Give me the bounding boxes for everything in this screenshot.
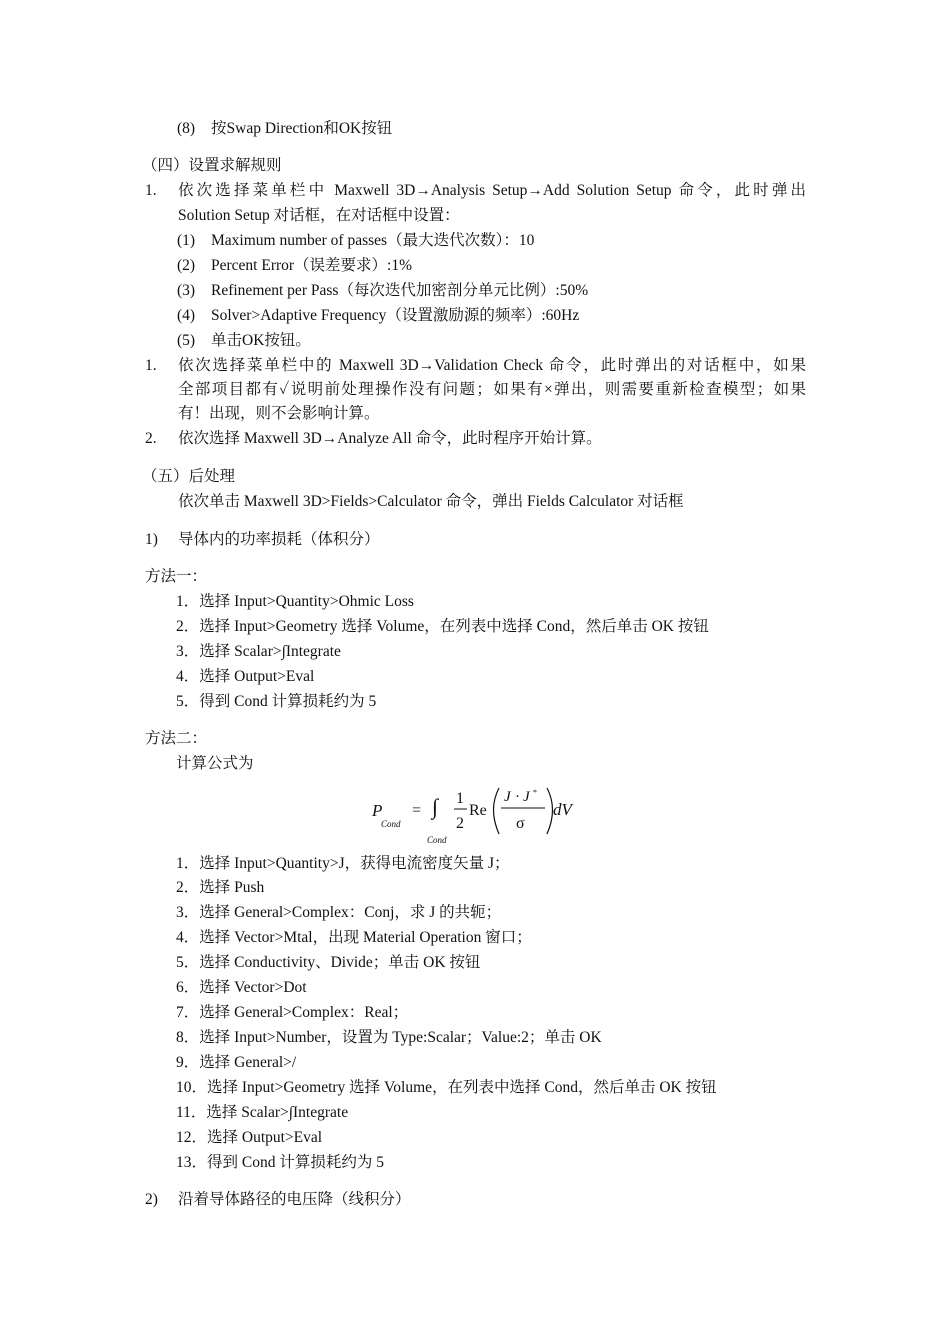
formula-left-paren xyxy=(494,788,500,834)
sub-number: (3) xyxy=(177,282,196,299)
list-number: 1. xyxy=(145,182,157,199)
formula-equals: = xyxy=(412,802,422,819)
method-step: 11．选择 Scalar>∫Integrate xyxy=(176,1104,349,1121)
step-number: (8) xyxy=(177,120,196,137)
section-heading: （五）后处理 xyxy=(142,468,236,485)
method-step: 12．选择 Output>Eval xyxy=(176,1129,323,1146)
topic-title: 沿着导体路径的电压降（线积分） xyxy=(178,1191,411,1208)
sub-number: (5) xyxy=(177,332,196,349)
formula-half-numerator: 1 xyxy=(456,790,464,807)
method-step: 5．选择 Conductivity、Divide；单击 OK 按钮 xyxy=(176,954,481,971)
sub-text: Refinement per Pass（每次迭代加密剖分单元比例）:50% xyxy=(211,282,589,299)
formula-P-subscript: Cond xyxy=(381,819,401,829)
formula-P: P xyxy=(372,801,383,820)
paragraph-line: 依次选择 Maxwell 3D→Analyze All 命令，此时程序开始计算。 xyxy=(178,430,602,447)
paragraph-line: 有！出现，则不会影响计算。 xyxy=(178,405,380,422)
method-step: 5．得到 Cond 计算损耗约为 5 xyxy=(176,693,377,710)
method-step: 10．选择 Input>Geometry 选择 Volume，在列表中选择 Cond，然后单击 OK 按钮 xyxy=(176,1079,717,1096)
method-step: 4．选择 Output>Eval xyxy=(176,668,315,685)
method-step: 2．选择 Push xyxy=(176,879,265,896)
paragraph-line: 依次选择菜单栏中 Maxwell 3D→Analysis Setup→Add Solution Setup 命令，此时弹出 xyxy=(178,182,806,199)
sub-text: Percent Error（误差要求）:1% xyxy=(211,257,413,274)
sub-number: (2) xyxy=(177,257,196,274)
method-intro: 计算公式为 xyxy=(176,755,254,772)
method-step: 1．选择 Input>Quantity>Ohmic Loss xyxy=(176,593,414,610)
method-step: 2．选择 Input>Geometry 选择 Volume，在列表中选择 Cond，然后单击 OK 按钮 xyxy=(176,618,709,635)
power-loss-formula xyxy=(370,784,600,850)
sub-text: 单击OK按钮。 xyxy=(211,332,311,349)
step-text: 按Swap Direction和OK按钮 xyxy=(211,120,393,137)
sub-text: Solver>Adaptive Frequency（设置激励源的频率）:60Hz xyxy=(211,307,580,324)
formula-integral-subscript: Cond xyxy=(427,835,447,845)
sub-text: Maximum number of passes（最大迭代次数）：10 xyxy=(211,232,535,249)
list-number: 1. xyxy=(145,357,157,374)
topic-title: 导体内的功率损耗（体积分） xyxy=(178,531,380,548)
paragraph-line: 依次单击 Maxwell 3D>Fields>Calculator 命令，弹出 Fields Calculator 对话框 xyxy=(178,493,684,510)
formula-dV: dV xyxy=(553,800,572,819)
method-step: 6．选择 Vector>Dot xyxy=(176,979,307,996)
method-title: 方法一： xyxy=(145,568,208,585)
formula-J-conjugate: J xyxy=(523,789,530,805)
method-step: 7．选择 General>Complex：Real； xyxy=(176,1004,409,1021)
formula-integral: ∫ xyxy=(432,794,439,819)
method-step: 8．选择 Input>Number，设置为 Type:Scalar；Value:2；单击 OK xyxy=(176,1029,602,1046)
method-step: 3．选择 General>Complex：Conj，求 J 的共轭； xyxy=(176,904,502,921)
method-step: 4．选择 Vector>Mtal，出现 Material Operation 窗口； xyxy=(176,929,532,946)
formula-J: J xyxy=(504,789,511,805)
formula-right-paren xyxy=(547,788,553,834)
formula-dot: · xyxy=(515,789,520,805)
topic-number: 1) xyxy=(145,531,158,548)
sub-number: (1) xyxy=(177,232,196,249)
paragraph-line: 依次选择菜单栏中的 Maxwell 3D→Validation Check 命令，此时弹出的对话框中，如果 xyxy=(178,357,806,374)
method-step: 9．选择 General>/ xyxy=(176,1054,297,1071)
section-heading: （四）设置求解规则 xyxy=(142,157,282,174)
topic-number: 2) xyxy=(145,1191,158,1208)
list-number: 2. xyxy=(145,430,157,447)
formula-star: * xyxy=(533,788,537,797)
formula-sigma: σ xyxy=(516,815,525,832)
method-title: 方法二： xyxy=(145,730,208,747)
method-step: 13．得到 Cond 计算损耗约为 5 xyxy=(176,1154,384,1171)
sub-number: (4) xyxy=(177,307,196,324)
method-step: 3．选择 Scalar>∫Integrate xyxy=(176,643,341,660)
method-step: 1．选择 Input>Quantity>J，获得电流密度矢量 J； xyxy=(176,855,510,872)
paragraph-line: 全部项目都有✓说明前处理操作没有问题；如果有×弹出，则需要重新检查模型；如果 xyxy=(178,381,806,398)
formula-re: Re xyxy=(469,802,487,819)
formula-half-denominator: 2 xyxy=(456,815,464,832)
paragraph-line: Solution Setup 对话框，在对话框中设置： xyxy=(178,207,460,224)
